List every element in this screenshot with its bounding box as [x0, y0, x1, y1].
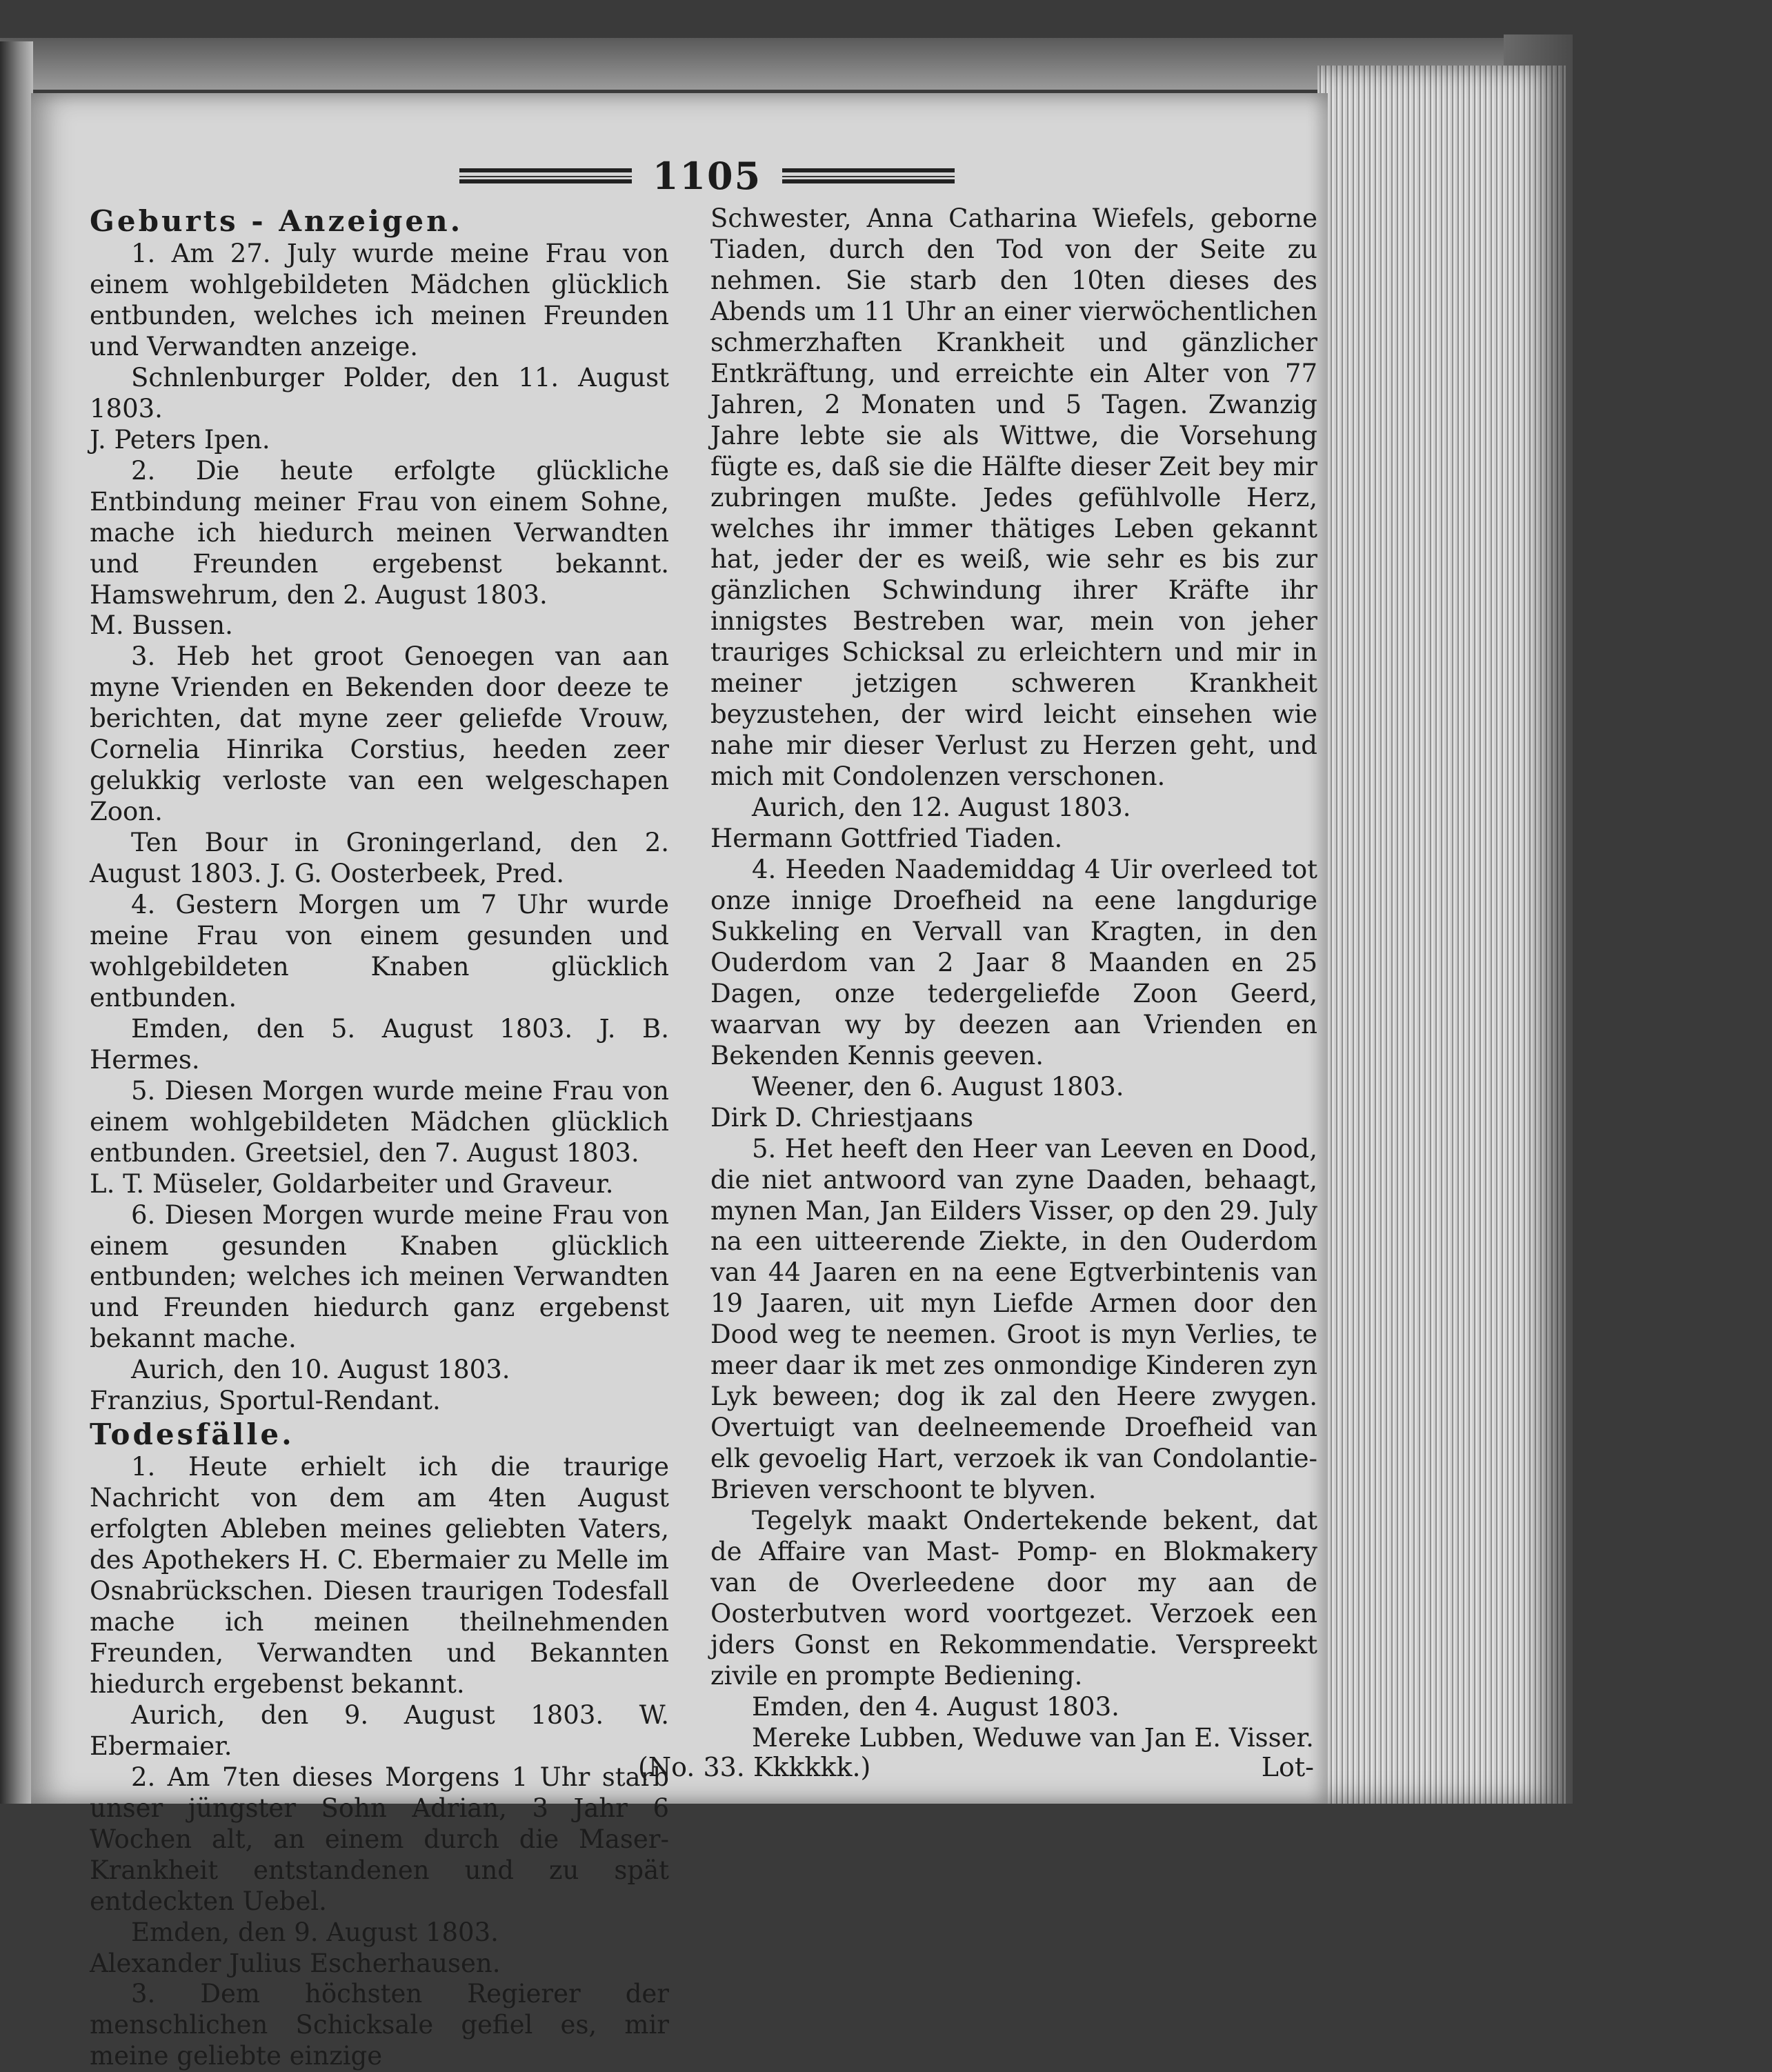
birth-notice-6: 6. Diesen Morgen wurde meine Frau von einem gesunden Knaben glücklich entbunden; welches ich meinen Verwandten und Freunden hiedurch ganz ergebenst bekannt mache.	[90, 1199, 669, 1354]
book-spine-left	[0, 41, 33, 1804]
death-notice-2-place: Emden, den 9. August 1803.	[131, 1917, 499, 1947]
birth-notice-5: 5. Diesen Morgen wurde meine Frau von einem wohlgebildeten Mädchen glücklich entbunden. Greetsiel, den 7. August 1803.	[90, 1075, 669, 1168]
birth-notice-3: 3. Heb het groot Genoegen van aan myne Vrienden en Bekenden door deeze te berichten, dat myne zeer geliefde Vrouw, Cornelia Hinrika Corstius, heeden zeer gelukkig verloste van een welgeschapen Zoon.	[90, 641, 669, 827]
death-notice-5-signature: Mereke Lubben, Weduwe van Jan E. Visser.	[752, 1722, 1314, 1753]
birth-notice-6-place: Aurich, den 10. August 1803.	[131, 1355, 510, 1385]
birth-notice-2-signature: M. Bussen.	[90, 610, 233, 641]
birth-notice-3-place: Ten Bour in Groningerland, den 2. August 1803. J. G. Oosterbeek, Pred.	[90, 828, 669, 889]
birth-notice-4-place: Emden, den 5. August 1803. J. B. Hermes.	[90, 1013, 669, 1075]
birth-notice-2: 2. Die heute erfolgte glückliche Entbindung meiner Frau von einem Sohne, mache ich hiedurch meinen Verwandten und Freunden ergebenst bekannt. Hamswehrum, den 2. August 1803.	[90, 455, 669, 610]
death-notice-5: 5. Het heeft den Heer van Leeven en Dood, die niet antwoord van zyne Daaden, behaagt, mynen Man, Jan Eilders Visser, op den 29. July na een uitteerende Ziekte, in den Ouderdom van 44 Jaaren en na eene Egtverbintenis van 19 Jaaren, uit myn Liefde Armen door den Dood weg te neemen. Groot is myn Verlies, te meer daar ik met zes onmondige Kinderen zyn Lyk beween; dog ik zal den Heere zwygen. Overtuigt van deelneemende Droefheid van elk gevoelig Hart, verzoek ik van Condolantie-Brieven verschoont te blyven.	[710, 1133, 1317, 1505]
page-footer	[100, 1752, 1314, 1793]
birth-notice-1-place: Schnlenburger Polder, den 11. August 1803.	[90, 362, 669, 424]
death-notice-2-signature: Alexander Julius Escherhausen.	[90, 1948, 501, 1978]
heading-deaths: Todesfälle.	[90, 1417, 295, 1452]
page-number: 1105	[652, 154, 762, 198]
death-notice-5-business: Tegelyk maakt Ondertekende bekent, dat de Affaire van Mast- Pomp- en Blokmakery van de Overleedene door my aan de Oosterbutven word voortgezet. Verzoek een jders Gonst en Rekommendatie. Verspreekt zivile en prompte Bediening.	[710, 1506, 1317, 1691]
left-column	[90, 203, 669, 2071]
birth-notice-4: 4. Gestern Morgen um 7 Uhr wurde meine Frau von einem gesunden und wohlgebildeten Knaben glücklich entbunden.	[90, 890, 669, 1013]
birth-notice-6-signature: Franzius, Sportul-Rendant.	[90, 1386, 441, 1416]
right-column	[710, 203, 1317, 1753]
death-notice-2: 2. Am 7ten dieses Morgens 1 Uhr starb unser jüngster Sohn Adrian, 3 Jahr 6 Wochen alt, an einem durch die Maser-Krankheit entstandenen und zu spät entdeckten Uebel.	[90, 1762, 669, 1916]
death-notice-3-signature: Hermann Gottfried Tiaden.	[710, 824, 1063, 854]
death-notice-4-signature: Dirk D. Chriestjaans	[710, 1102, 974, 1133]
page-header	[459, 152, 955, 200]
birth-notice-1-signature: J. Peters Ipen.	[90, 424, 270, 455]
page-stack-edge	[1317, 66, 1566, 1804]
death-notice-1-place: Aurich, den 9. August 1803. W. Ebermaier.	[90, 1700, 669, 1761]
header-rule-right	[782, 168, 955, 183]
death-notice-1: 1. Heute erhielt ich die traurige Nachricht von dem am 4ten August erfolgten Ableben meines geliebten Vaters, des Apothekers H. C. Ebermaier zu Melle im Osnabrückschen. Diesen traurigen Todesfall mache ich meinen theilnehmenden Freunden, Verwandten und Bekannten hiedurch ergebenst bekannt.	[90, 1452, 669, 1699]
catchword: Lot-	[1261, 1752, 1314, 1782]
death-notice-4: 4. Heeden Naademiddag 4 Uir overleed tot onze innige Droefheid na eene langdurige Sukkeling en Vervall van Kragten, in den Ouderdom van 2 Jaar 8 Maanden en 25 Dagen, onze tedergeliefde Zoon Geerd, waarvan wy by deezen aan Vrienden en Bekenden Kennis geeven.	[710, 855, 1317, 1070]
death-notice-5-place: Emden, den 4. August 1803.	[752, 1691, 1119, 1722]
book-page	[31, 93, 1328, 2071]
death-notice-3-place: Aurich, den 12. August 1803.	[752, 793, 1131, 823]
death-notice-4-place: Weener, den 6. August 1803.	[752, 1071, 1124, 1102]
birth-notice-5-signature: L. T. Müseler, Goldarbeiter und Graveur.	[90, 1168, 614, 1199]
death-notice-3-continued: Schwester, Anna Catharina Wiefels, geborne Tiaden, durch den Tod von der Seite zu nehmen. Sie starb den 10ten dieses des Abends um 11 Uhr an einer vierwöchentlichen schmerzhaften Krankheit und gänzlicher Entkräftung, und erreichte ein Alter von 77 Jahren, 2 Monaten und 5 Tagen. Zwanzig Jahre lebte sie als Wittwe, die Vorsehung fügte es, daß sie die Hälfte dieser Zeit bey mir zubringen mußte. Jedes gefühlvolle Herz, welches ihr immer thätiges Leben gekannt hat, jeder der es weiß, wie sehr es bis zur gänzlichen Schwindung ihrer Kräfte ihr innigstes Bestreben war, mein von jeher trauriges Schicksal zu erleichtern und mir in meiner jetzigen schweren Krankheit beyzustehen, der wird leicht einsehen wie nahe mir dieser Verlust zu Herzen geht, und mich mit Condolenzen verschonen.	[710, 203, 1317, 792]
signature-mark: (No. 33. Kkkkkk.)	[638, 1752, 871, 1782]
birth-notice-1: 1. Am 27. July wurde meine Frau von einem wohlgebildeten Mädchen glücklich entbunden, welches ich meinen Freunden und Verwandten anzeige.	[90, 239, 669, 361]
book-top-edge	[0, 38, 1545, 90]
header-rule-left	[459, 168, 632, 183]
death-notice-3: 3. Dem höchsten Regierer der menschlichen Schicksale gefiel es, mir meine geliebte einzige	[90, 1979, 669, 2071]
heading-births: Geburts - Anzeigen.	[90, 204, 464, 238]
